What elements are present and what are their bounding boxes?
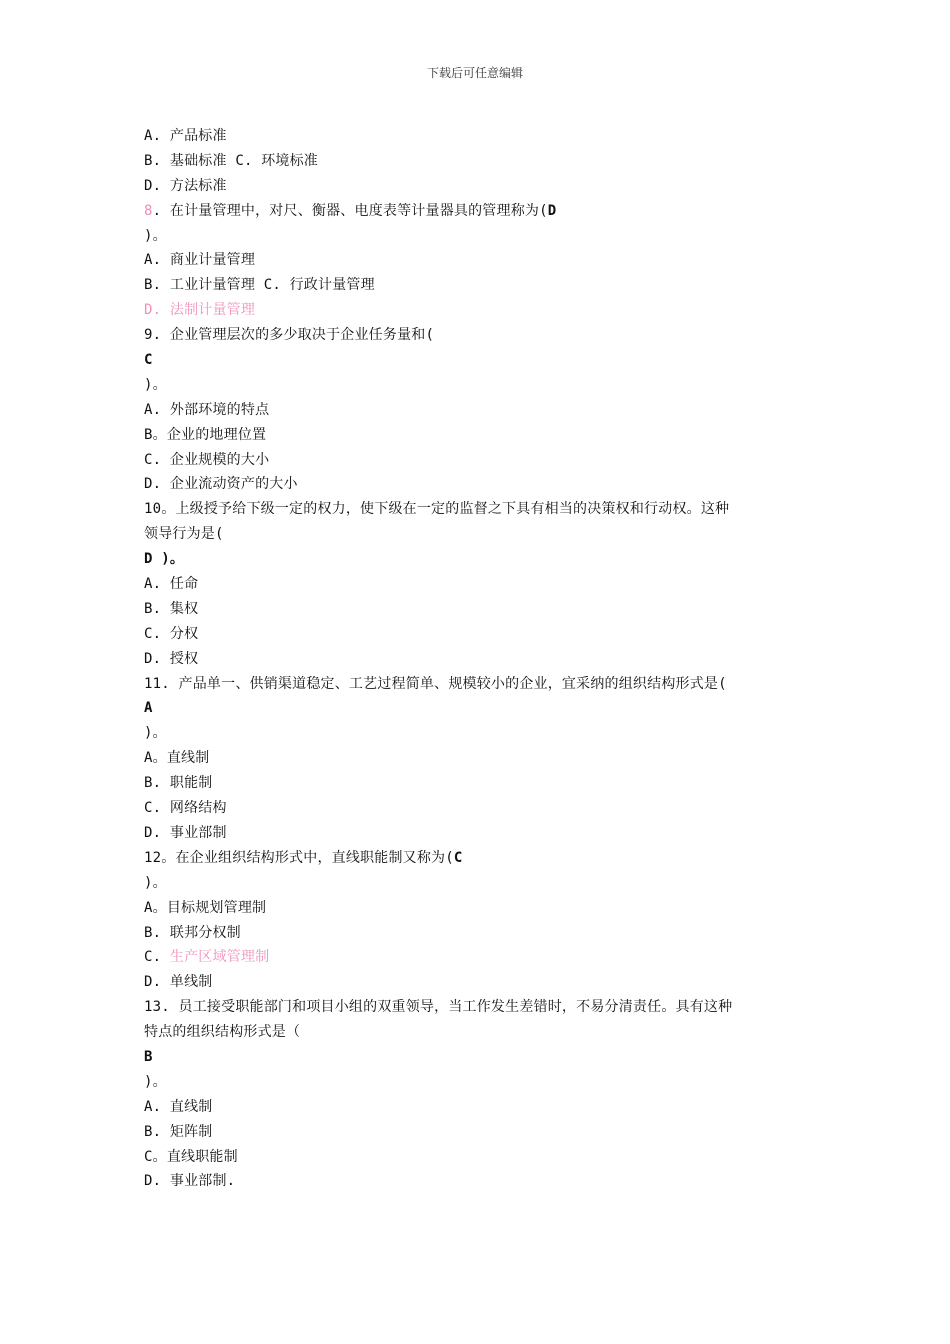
option-line: B。企业的地理位置 [144, 426, 267, 443]
option-line: C. 分权 [144, 625, 199, 642]
closing-paren: )。 [144, 1073, 167, 1090]
option-line: B. 联邦分权制 [144, 924, 241, 941]
closing-paren: )。 [144, 376, 167, 393]
option-line: B. 集权 [144, 600, 199, 617]
answer-letter: D [547, 202, 557, 219]
answer-letter: C [144, 352, 153, 369]
option-line: D. 企业流动资产的大小 [144, 476, 298, 493]
answer-letter: C [453, 849, 463, 866]
question-10: 10。上级授予给下级一定的权力，使下级在一定的监督之下具有相当的决策权和行动权。这种 [144, 501, 730, 518]
answer-letter: A [144, 700, 153, 717]
option-letter: C. [144, 949, 170, 966]
question-11: 11. 产品单一、供销渠道稳定、工艺过程简单、规模较小的企业，宜采纳的组织结构形式是( [144, 675, 727, 692]
option-text-highlight: 生产区域管理制 [169, 949, 270, 966]
option-line: A. 商业计量管理 [144, 252, 256, 269]
question-13-cont: 特点的组织结构形式是（ [144, 1024, 301, 1041]
question-number-highlight: 8 [144, 202, 153, 219]
answer-letter: B [144, 1048, 153, 1065]
question-8-text: . 在计量管理中，对尺、衡器、电度表等计量器具的管理称为( [152, 202, 548, 219]
option-line: A. 外部环境的特点 [144, 401, 270, 418]
option-line: C. 网络结构 [144, 800, 227, 817]
question-9: 9. 企业管理层次的多少取决于企业任务量和( [144, 327, 435, 344]
option-line: A. 直线制 [144, 1098, 213, 1115]
closing-paren: )。 [144, 725, 167, 742]
option-line: D. 授权 [144, 650, 199, 667]
option-line: A. 产品标准 [144, 128, 227, 144]
question-12-text: 12。在企业组织结构形式中，直线职能制又称为( [144, 849, 454, 866]
question-content [144, 124, 824, 1194]
option-line: D. 单线制 [144, 974, 213, 991]
option-line: D. 事业部制. [144, 1173, 236, 1190]
answer-line: D )。 [144, 551, 185, 568]
option-line: C。直线职能制 [144, 1148, 238, 1165]
option-line-partial-highlight [144, 945, 824, 970]
option-line: A。直线制 [144, 750, 210, 767]
option-line: D. 方法标准 [144, 177, 227, 194]
option-line: D. 事业部制 [144, 824, 227, 841]
option-line-highlight: D. 法制计量管理 [144, 302, 256, 319]
question-10-cont: 领导行为是( [144, 526, 224, 543]
question-8 [144, 199, 824, 224]
option-line: A. 任命 [144, 576, 199, 593]
closing-paren: )。 [144, 227, 167, 244]
option-line: B. 矩阵制 [144, 1123, 213, 1140]
option-line: B. 工业计量管理 C. 行政计量管理 [144, 277, 375, 294]
question-13: 13. 员工接受职能部门和项目小组的双重领导，当工作发生差错时，不易分清责任。具有这种 [144, 999, 733, 1016]
option-line: B. 职能制 [144, 775, 213, 792]
closing-paren: )。 [144, 874, 167, 891]
option-line: C. 企业规模的大小 [144, 451, 270, 468]
option-line: B. 基础标准 C. 环境标准 [144, 152, 319, 169]
option-line: A。目标规划管理制 [144, 899, 267, 916]
page-header: 下载后可任意编辑 [426, 66, 523, 80]
question-12 [144, 846, 824, 871]
